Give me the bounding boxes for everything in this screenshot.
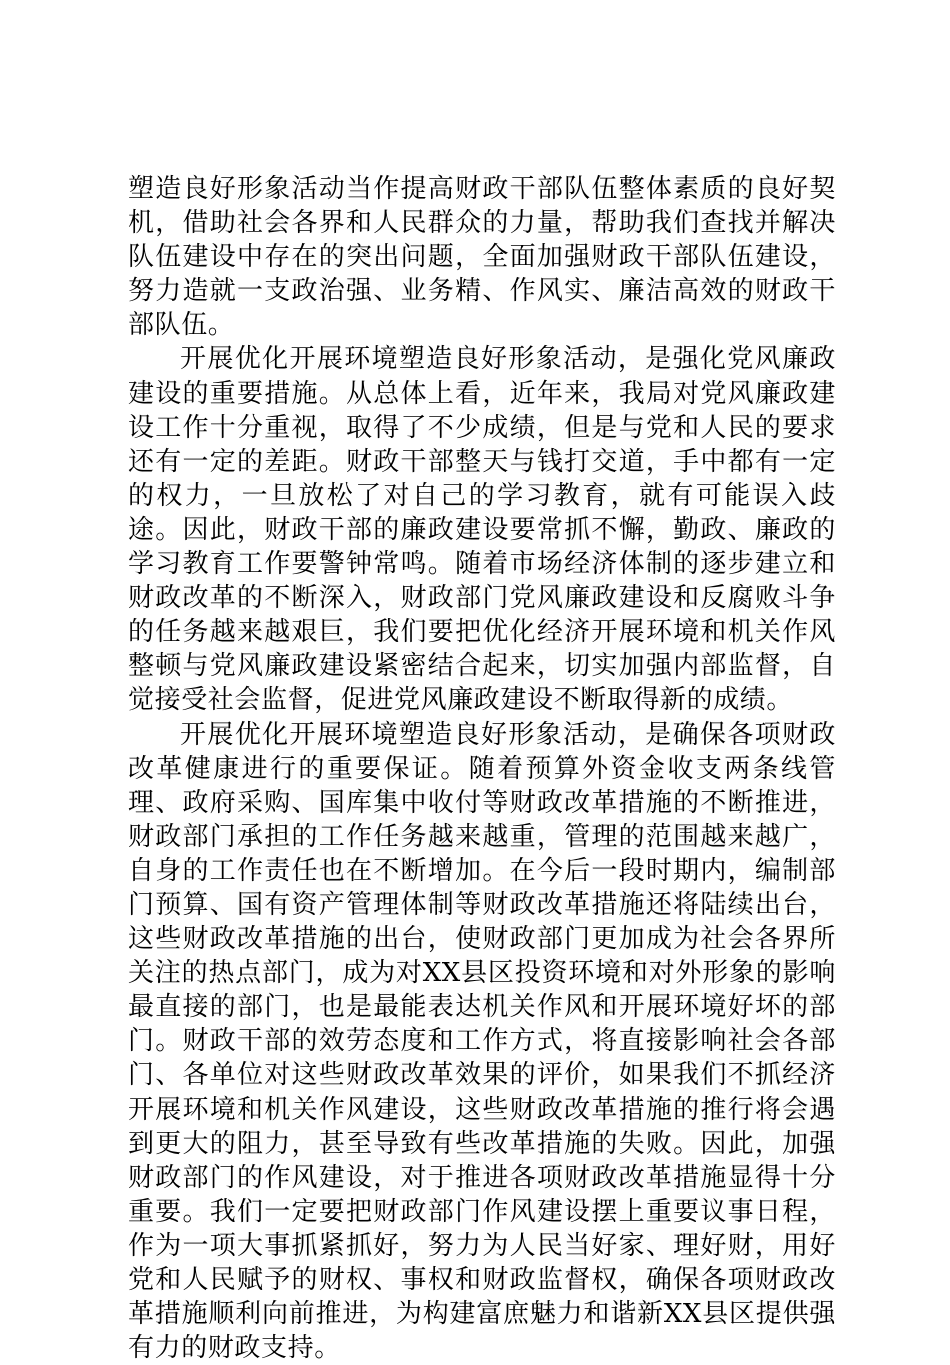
paragraph-fiscal-reform: 开展优化开展环境塑造良好形象活动，是确保各项财政改革健康进行的重要保证。随着预算外资金收支两条线管理、政府采购、国库集中收付等财政改革措施的不断推进，财政部门承担的工作任务越来越重，管理的范围越来越广，自身的工作责任也在不断增加。在今后一段时期内，编制部门预算、国有资产管理体制等财政改革措施还将陆续出台，这些财政改革措施的出台，使财政部门更加成为社会各界所关注的热点部门，成为对XX县区投资环境和对外形象的影响最直接的部门，也是最能表达机关作风和开展环境好坏的部门。财政干部的效劳态度和工作方式，将直接影响社会各部门、各单位对这些财政改革效果的评价，如果我们不抓经济开展环境和机关作风建设，这些财政改革措施的推行将会遇到更大的阻力，甚至导致有些改革措施的失败。因此，加强财政部门的作风建设，对于推进各项财政改革措施显得十分重要。我们一定要把财政部门作风建设摆上重要议事日程，作为一项大事抓紧抓好，努力为人民当好家、理好财，用好党和人民赋予的财权、事权和财政监督权，确保各项财政改革措施顺利向前推进，为构建富庶魅力和谐新XX县区提供强有力的财政支持。: [128, 718, 836, 1365]
paragraph-party-conduct: 开展优化开展环境塑造良好形象活动，是强化党风廉政建设的重要措施。从总体上看，近年来，我局对党风廉政建设工作十分重视，取得了不少成绩，但是与党和人民的要求还有一定的差距。财政干部整天与钱打交道，手中都有一定的权力，一旦放松了对自己的学习教育，就有可能误入歧途。因此，财政干部的廉政建设要常抓不懈，勤政、廉政的学习教育工作要警钟常鸣。随着市场经济体制的逐步建立和财政改革的不断深入，财政部门党风廉政建设和反腐败斗争的任务越来越艰巨，我们要把优化经济开展环境和机关作风整顿与党风廉政建设紧密结合起来，切实加强内部监督，自觉接受社会监督，促进党风廉政建设不断取得新的成绩。: [128, 342, 836, 717]
paragraph-continuation: 塑造良好形象活动当作提高财政干部队伍整体素质的良好契机，借助社会各界和人民群众的力量，帮助我们查找并解决队伍建设中存在的突出问题，全面加强财政干部队伍建设，努力造就一支政治强、业务精、作风实、廉洁高效的财政干部队伍。: [128, 172, 836, 342]
document-body: [128, 172, 836, 1365]
